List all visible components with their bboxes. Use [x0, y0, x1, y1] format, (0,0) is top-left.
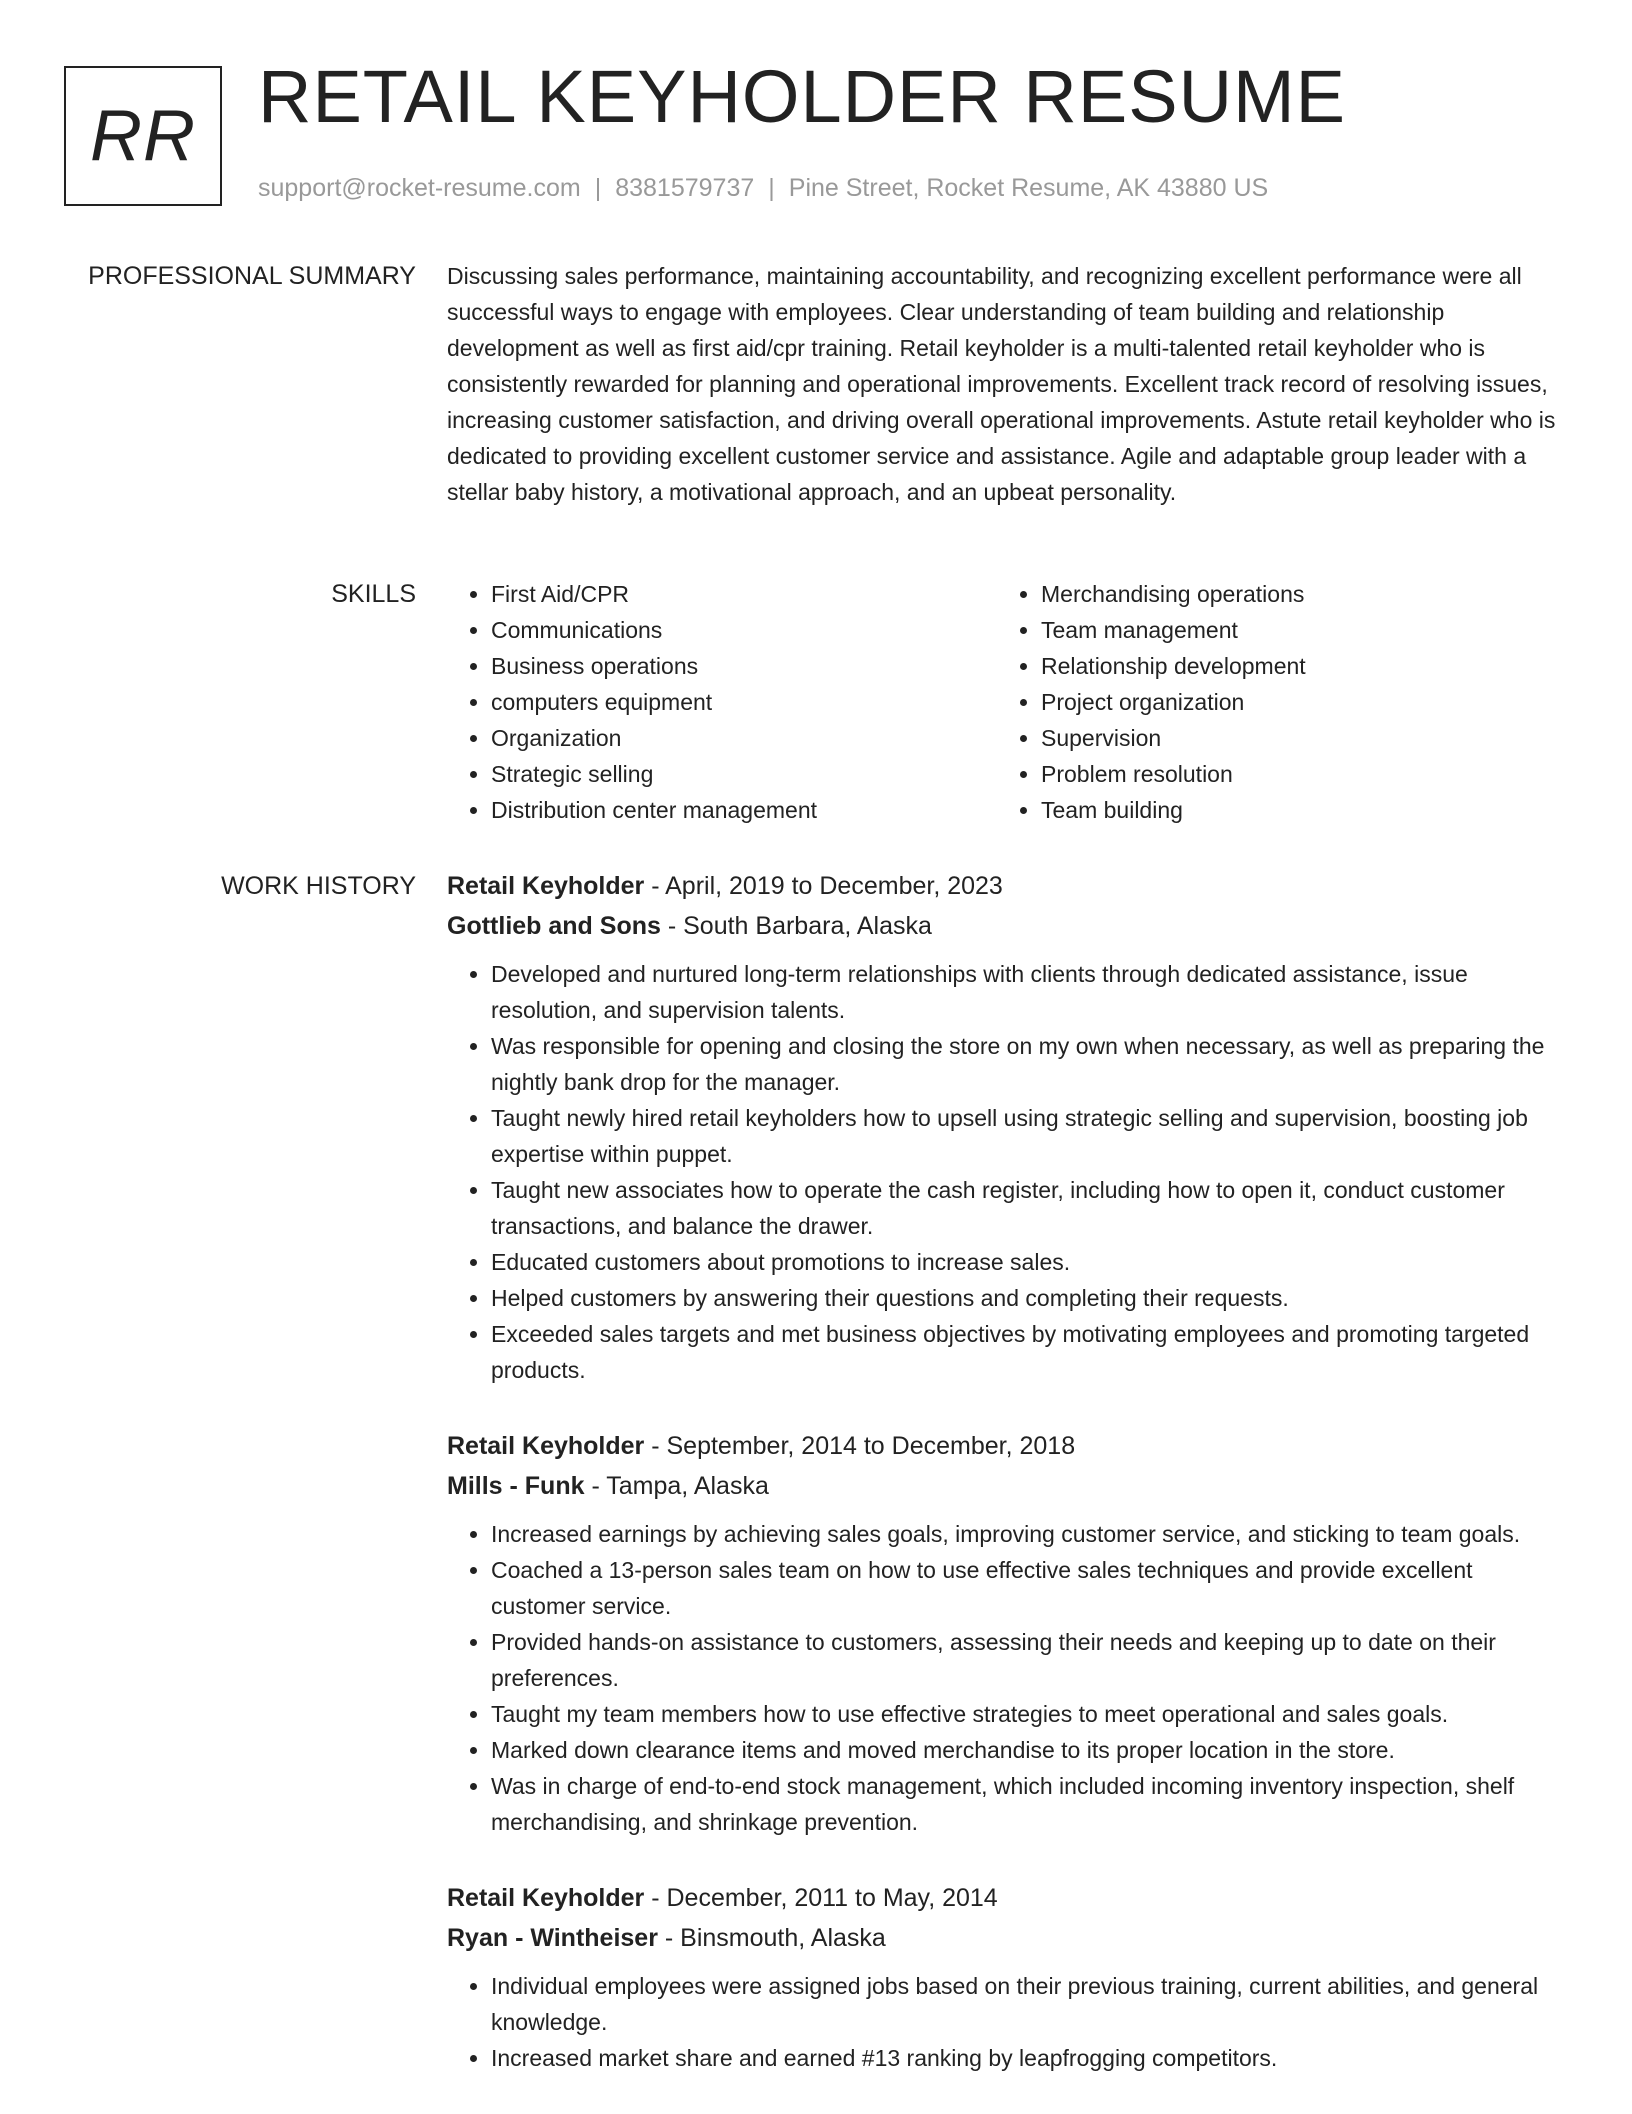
- job-bullet: • Educated customers about promotions to increase sales.: [491, 1244, 1567, 1280]
- job-bullet: • Provided hands-on assistance to customers, assessing their needs and keeping up to date on their preferences.: [491, 1624, 1567, 1696]
- job-dates: - December, 2011 to May, 2014: [644, 1884, 998, 1912]
- job-dates: - April, 2019 to December, 2023: [644, 872, 1003, 900]
- contact-separator: |: [594, 174, 602, 202]
- job-company: Ryan - Wintheiser: [447, 1924, 658, 1952]
- job-title-line: [447, 866, 1567, 906]
- job-bullet: • Coached a 13-person sales team on how to use effective sales techniques and provide excellent customer service.: [491, 1552, 1567, 1624]
- job-title-line: [447, 1426, 1567, 1466]
- contact-phone[interactable]: 8381579737: [615, 174, 755, 202]
- job-bullet: • Developed and nurtured long-term relationships with clients through dedicated assistance, issue resolution, and supervision talents.: [491, 956, 1567, 1028]
- job-bullet: • Was in charge of end-to-end stock management, which included incoming inventory inspection, shelf merchandising, and shrinkage prevention.: [491, 1768, 1567, 1840]
- job-location: - Binsmouth, Alaska: [657, 1924, 886, 1952]
- skill-item: • Business operations: [491, 648, 997, 684]
- skills-body: [447, 576, 1567, 828]
- skill-item: • Relationship development: [1041, 648, 1547, 684]
- job-bullet: • Was responsible for opening and closing the store on my own when necessary, as well as preparing the nightly bank drop for the manager.: [491, 1028, 1567, 1100]
- work-history-heading: WORK HISTORY: [221, 872, 416, 900]
- job-bullet: • Marked down clearance items and moved merchandise to its proper location in the store.: [491, 1732, 1567, 1768]
- job-entry: [447, 1426, 1567, 1840]
- skill-item: • Supervision: [1041, 720, 1547, 756]
- skills-heading: SKILLS: [331, 580, 416, 608]
- job-bullet: • Increased earnings by achieving sales goals, improving customer service, and sticking to team goals.: [491, 1516, 1567, 1552]
- contact-line: [258, 174, 1268, 203]
- skill-item: • First Aid/CPR: [491, 576, 997, 612]
- skill-item: • Team building: [1041, 792, 1547, 828]
- contact-separator: |: [768, 174, 775, 202]
- skill-item: • Communications: [491, 612, 997, 648]
- job-location: - South Barbara, Alaska: [660, 912, 932, 940]
- job-company: Mills - Funk: [447, 1472, 585, 1500]
- job-title: Retail Keyholder: [447, 1884, 645, 1912]
- job-title-line: [447, 1878, 1567, 1918]
- skill-item: • Team management: [1041, 612, 1547, 648]
- summary-body: [447, 258, 1567, 510]
- job-company-line: [447, 1466, 1567, 1506]
- skill-item: • Organization: [491, 720, 997, 756]
- skill-item: • Problem resolution: [1041, 756, 1547, 792]
- skill-item: • computers equipment: [491, 684, 997, 720]
- contact-email[interactable]: support@rocket-resume.com: [258, 174, 581, 202]
- job-bullet: • Taught my team members how to use effective strategies to meet operational and sales goals.: [491, 1696, 1567, 1732]
- job-title: Retail Keyholder: [447, 1432, 645, 1460]
- job-company-line: [447, 906, 1567, 946]
- job-location: - Tampa, Alaska: [584, 1472, 769, 1500]
- job-company: Gottlieb and Sons: [447, 912, 661, 940]
- job-bullets: [447, 1516, 1567, 1840]
- job-bullets: [447, 956, 1567, 1388]
- skills-list-right: [997, 576, 1547, 828]
- resume-title: RETAIL KEYHOLDER RESUME: [258, 55, 1347, 138]
- job-dates: - September, 2014 to December, 2018: [644, 1432, 1076, 1460]
- job-bullet: • Taught new associates how to operate the cash register, including how to open it, conduct customer transactions, and balance the drawer.: [491, 1172, 1567, 1244]
- monogram-logo: RR: [64, 66, 222, 206]
- summary-text: Discussing sales performance, maintaining accountability, and recognizing excellent performance were all successful ways to engage with employees. Clear understanding of team building and relationship development as well as first aid/cpr training. Retail keyholder is a multi-talented retail keyholder who is consistently rewarded for planning and operational improvements. Excellent track record of resolving issues, increasing customer satisfaction, and driving overall operational improvements. Astute retail keyholder who is dedicated to providing excellent customer service and assistance. Agile and adaptable group leader with a stellar baby history, a motivational approach, and an upbeat personality.: [447, 263, 1556, 505]
- skill-item: • Distribution center management: [491, 792, 997, 828]
- skill-item: • Project organization: [1041, 684, 1547, 720]
- skill-item: • Merchandising operations: [1041, 576, 1547, 612]
- job-bullets: [447, 1968, 1567, 2076]
- contact-address: Pine Street, Rocket Resume, AK 43880 US: [788, 174, 1269, 202]
- work-history-body: [447, 866, 1567, 2114]
- job-bullet: • Exceeded sales targets and met business objectives by motivating employees and promoting targeted products.: [491, 1316, 1567, 1388]
- summary-heading: PROFESSIONAL SUMMARY: [88, 262, 416, 290]
- job-entry: [447, 1878, 1567, 2076]
- job-bullet: • Individual employees were assigned jobs based on their previous training, current abilities, and general knowledge.: [491, 1968, 1567, 2040]
- skills-list-left: [447, 576, 997, 828]
- job-title: Retail Keyholder: [447, 872, 645, 900]
- job-bullet: • Increased market share and earned #13 ranking by leapfrogging competitors.: [491, 2040, 1567, 2076]
- job-bullet: • Taught newly hired retail keyholders how to upsell using strategic selling and supervision, boosting job expertise within puppet.: [491, 1100, 1567, 1172]
- job-company-line: [447, 1918, 1567, 1958]
- skill-item: • Strategic selling: [491, 756, 997, 792]
- job-bullet: • Helped customers by answering their questions and completing their requests.: [491, 1280, 1567, 1316]
- job-entry: [447, 866, 1567, 1388]
